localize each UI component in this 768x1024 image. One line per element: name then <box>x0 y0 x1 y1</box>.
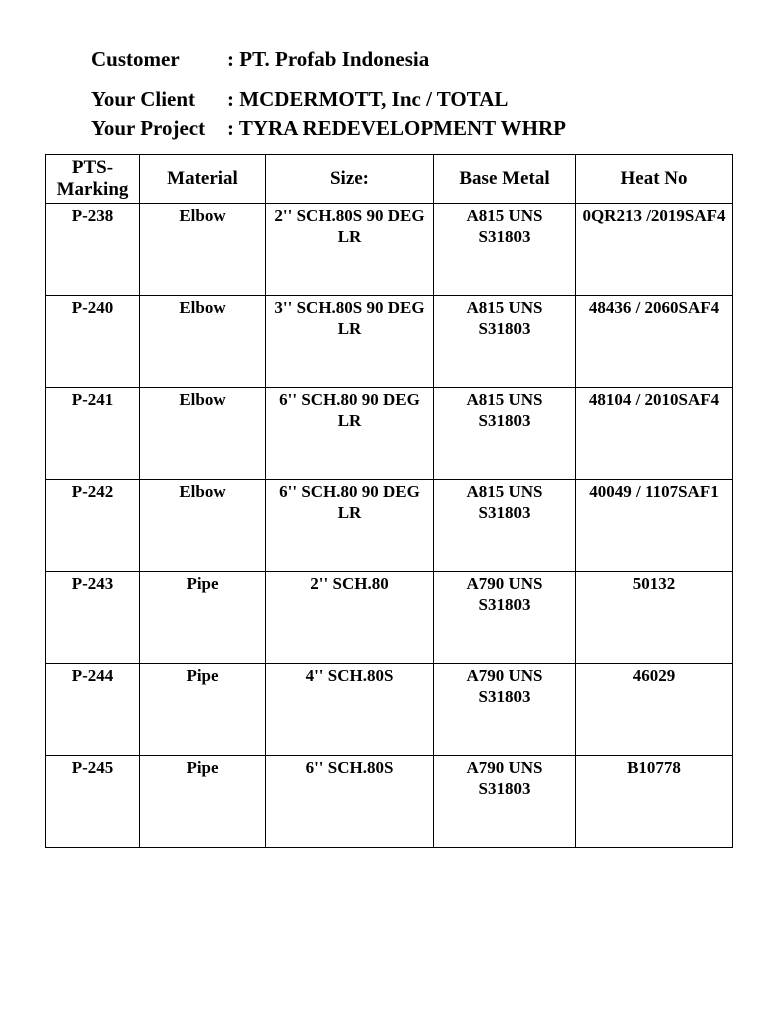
project-label: Your Project <box>91 116 206 140</box>
table-row <box>46 664 733 756</box>
cell-size: 6'' SCH.80 90 DEG LR <box>266 388 434 480</box>
cell-base-metal: A815 UNS S31803 <box>434 388 576 480</box>
marking-table <box>45 154 733 848</box>
cell-heat-no: 48436 / 2060SAF4 <box>576 296 733 388</box>
cell-base-metal: A790 UNS S31803 <box>434 664 576 756</box>
cell-size: 2'' SCH.80S 90 DEG LR <box>266 204 434 296</box>
cell-material: Pipe <box>140 664 266 756</box>
table-header-row <box>46 155 733 204</box>
column-header-marking: PTS-Marking <box>46 155 140 204</box>
cell-heat-no: 40049 / 1107SAF1 <box>576 480 733 572</box>
cell-marking: P-238 <box>46 204 140 296</box>
cell-heat-no: 0QR213 /2019SAF4 <box>576 204 733 296</box>
cell-heat-no: 46029 <box>576 664 733 756</box>
cell-material: Pipe <box>140 572 266 664</box>
client-line <box>91 89 508 110</box>
cell-material: Elbow <box>140 296 266 388</box>
column-header-material: Material <box>140 155 266 204</box>
cell-material: Elbow <box>140 204 266 296</box>
cell-marking: P-241 <box>46 388 140 480</box>
column-header-heat-no: Heat No <box>576 155 733 204</box>
cell-base-metal: A790 UNS S31803 <box>434 756 576 848</box>
client-value: : MCDERMOTT, Inc / TOTAL <box>227 87 509 111</box>
column-header-base-metal: Base Metal <box>434 155 576 204</box>
cell-size: 2'' SCH.80 <box>266 572 434 664</box>
table-row <box>46 480 733 572</box>
cell-heat-no: B10778 <box>576 756 733 848</box>
column-header-size: Size: <box>266 155 434 204</box>
cell-heat-no: 48104 / 2010SAF4 <box>576 388 733 480</box>
cell-material: Elbow <box>140 480 266 572</box>
cell-base-metal: A815 UNS S31803 <box>434 480 576 572</box>
cell-marking: P-244 <box>46 664 140 756</box>
project-line <box>91 118 566 139</box>
table-row <box>46 204 733 296</box>
customer-value: : PT. Profab Indonesia <box>227 47 430 71</box>
cell-material: Elbow <box>140 388 266 480</box>
cell-marking: P-245 <box>46 756 140 848</box>
cell-material: Pipe <box>140 756 266 848</box>
table-row <box>46 296 733 388</box>
customer-line <box>91 49 429 70</box>
table-row <box>46 572 733 664</box>
cell-size: 6'' SCH.80 90 DEG LR <box>266 480 434 572</box>
project-value: : TYRA REDEVELOPMENT WHRP <box>227 116 566 140</box>
cell-heat-no: 50132 <box>576 572 733 664</box>
cell-base-metal: A815 UNS S31803 <box>434 204 576 296</box>
customer-label: Customer <box>91 47 180 71</box>
client-label: Your Client <box>91 87 196 111</box>
cell-marking: P-243 <box>46 572 140 664</box>
table-row <box>46 388 733 480</box>
cell-base-metal: A790 UNS S31803 <box>434 572 576 664</box>
cell-size: 6'' SCH.80S <box>266 756 434 848</box>
table-row <box>46 756 733 848</box>
cell-size: 4'' SCH.80S <box>266 664 434 756</box>
cell-marking: P-242 <box>46 480 140 572</box>
cell-marking: P-240 <box>46 296 140 388</box>
cell-size: 3'' SCH.80S 90 DEG LR <box>266 296 434 388</box>
cell-base-metal: A815 UNS S31803 <box>434 296 576 388</box>
